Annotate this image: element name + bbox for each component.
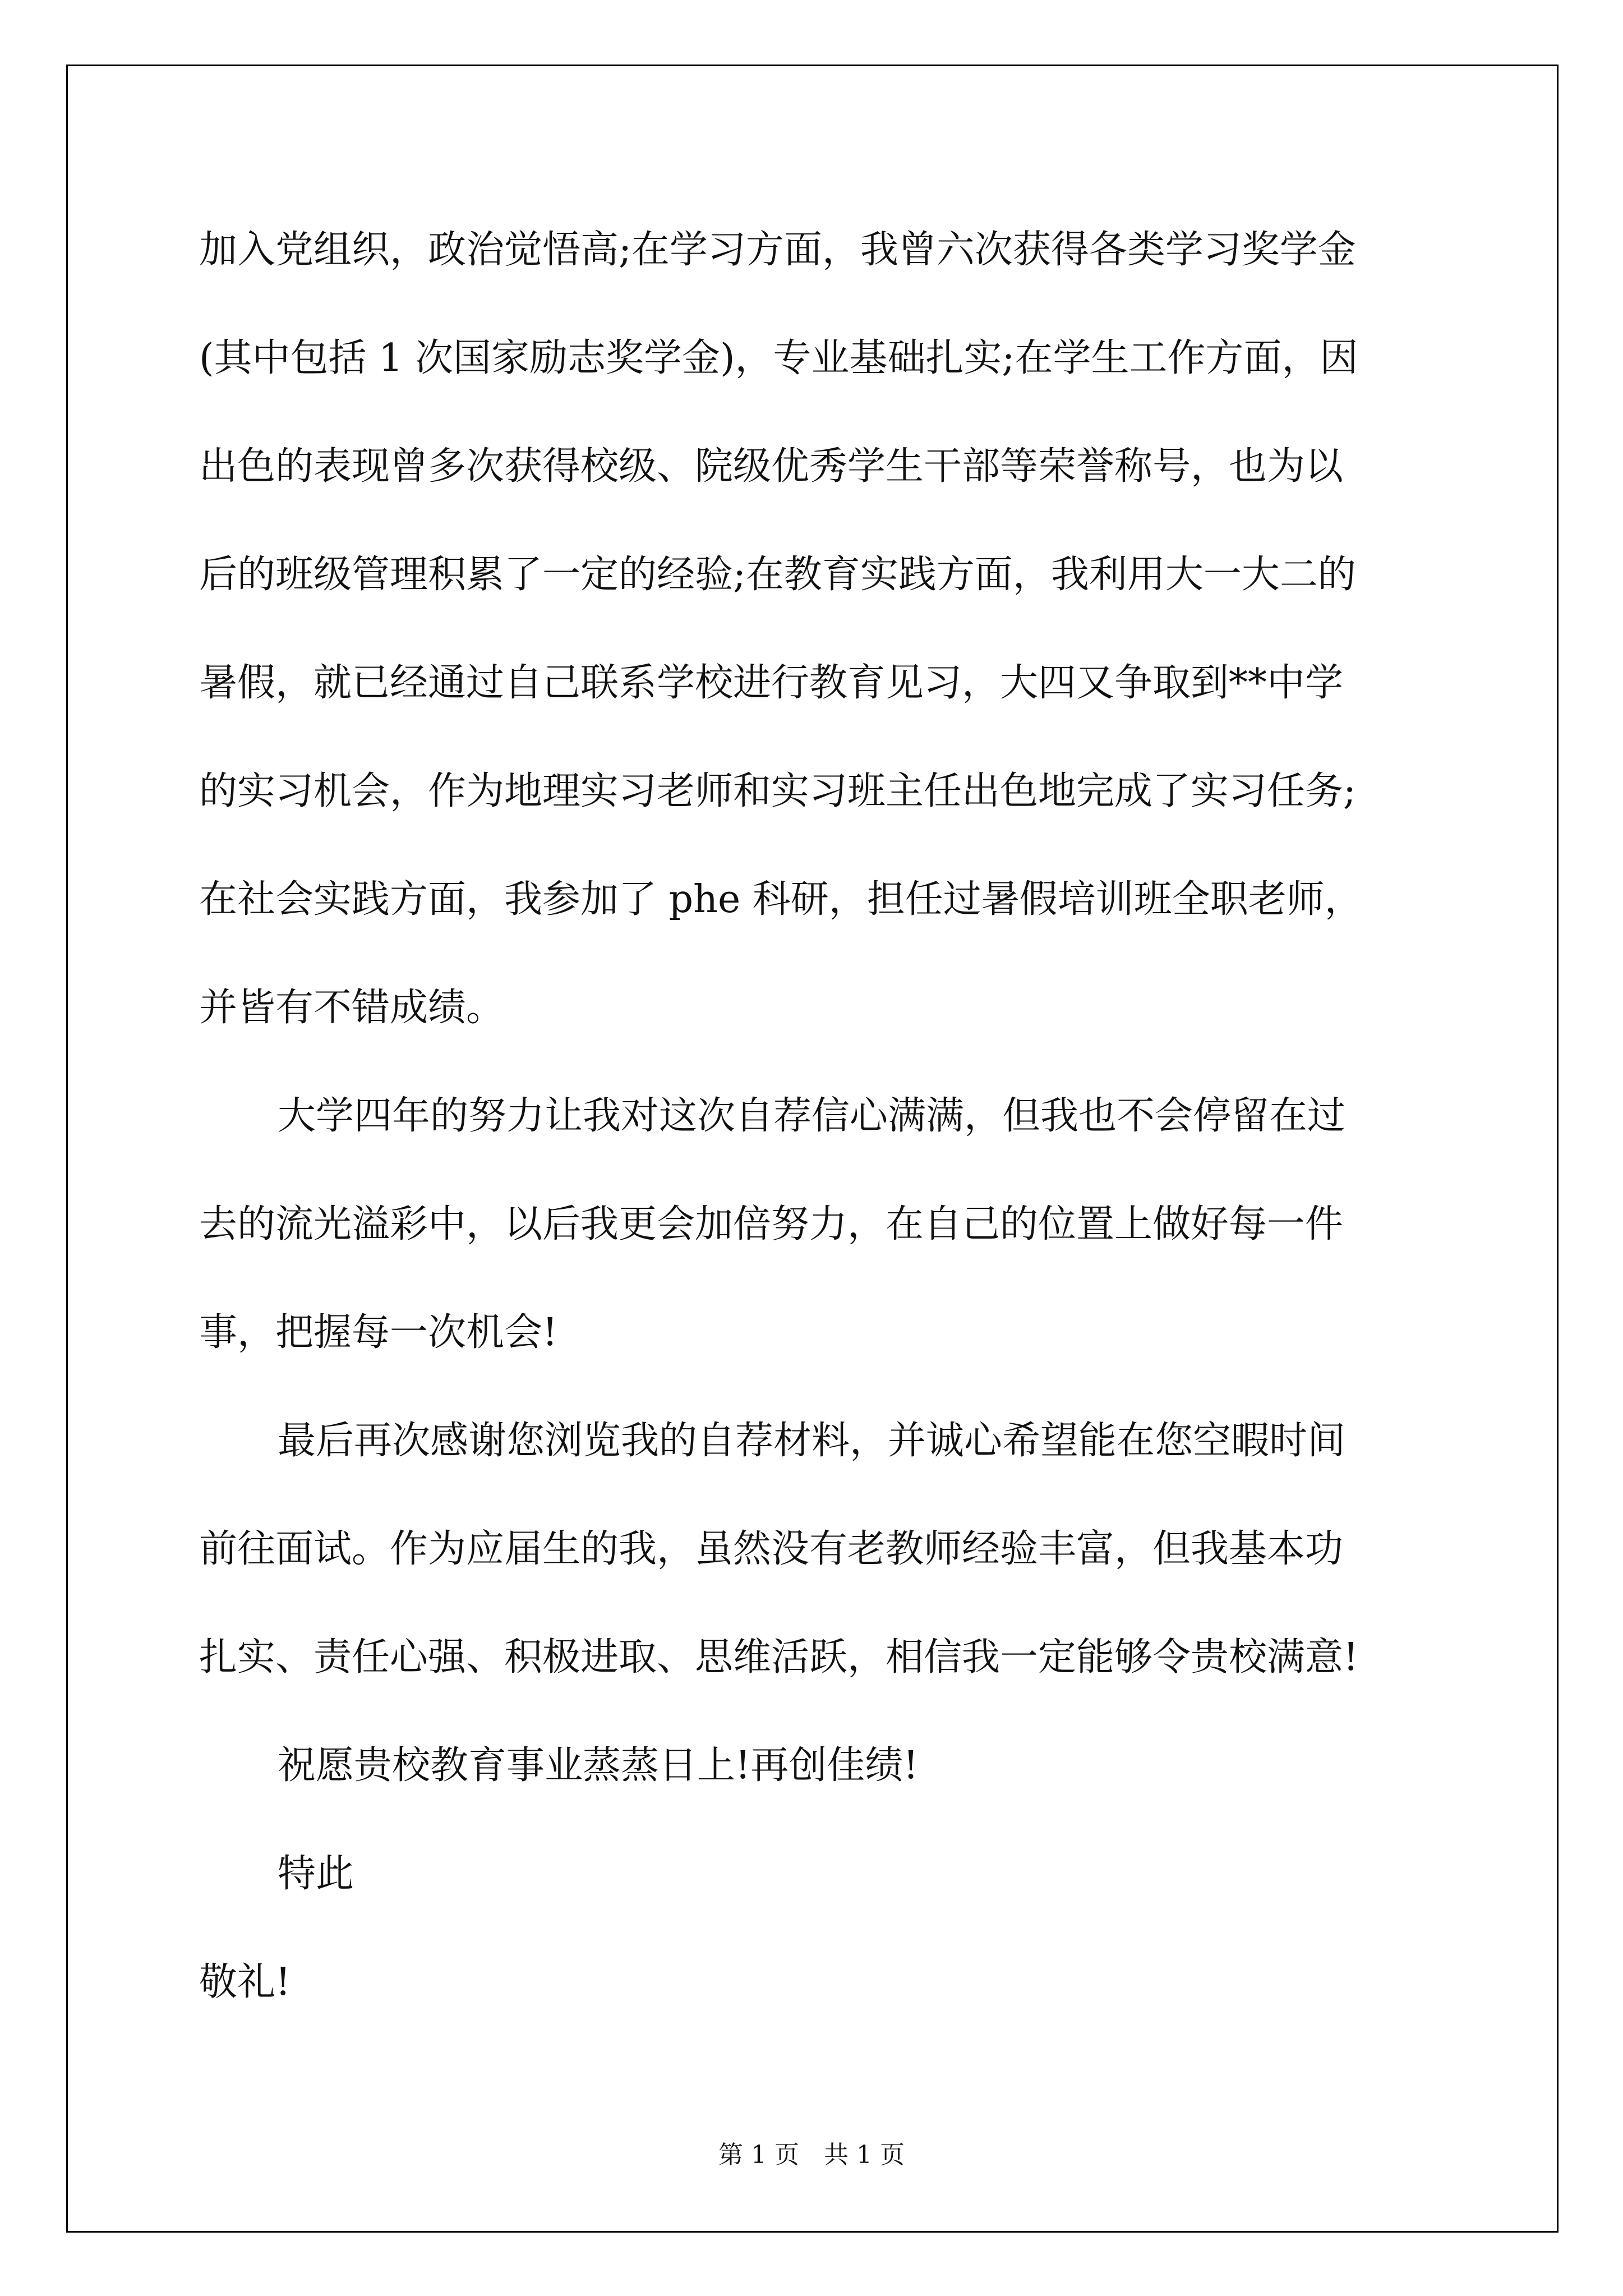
- text-line-11: 事，把握每一次机会!: [199, 1310, 558, 1355]
- page-border: [66, 65, 1559, 2233]
- page-footer: 第 1 页 共 1 页: [718, 2141, 905, 2169]
- text-line-8: 并皆有不错成绩。: [199, 986, 505, 1030]
- text-line-17: 敬礼!: [199, 1960, 291, 2004]
- text-line-12: 最后再次感谢您浏览我的自荐材料，并诚心希望能在您空暇时间: [278, 1419, 1346, 1463]
- text-line-13: 前往面试。作为应届生的我，虽然没有老教师经验丰富，但我基本功: [199, 1527, 1344, 1571]
- text-line-2: (其中包括 1 次国家励志奖学金)，专业基础扎实;在学生工作方面，因: [199, 336, 1358, 380]
- text-line-7: 在社会实践方面，我参加了 phe 科研，担任过暑假培训班全职老师，: [199, 877, 1363, 922]
- text-line-16: 特此: [278, 1852, 354, 1896]
- text-line-5: 暑假，就已经通过自己联系学校进行教育见习，大四又争取到**中学: [199, 661, 1344, 705]
- text-line-9: 大学四年的努力让我对这次自荐信心满满，但我也不会停留在过: [278, 1094, 1346, 1138]
- text-line-10: 去的流光溢彩中，以后我更会加倍努力，在自己的位置上做好每一件: [199, 1202, 1344, 1246]
- text-line-3: 出色的表现曾多次获得校级、院级优秀学生干部等荣誉称号，也为以: [199, 444, 1344, 489]
- text-line-15: 祝愿贵校教育事业蒸蒸日上!再创佳绩!: [278, 1743, 919, 1788]
- text-line-1: 加入党组织，政治觉悟高;在学习方面，我曾六次获得各类学习奖学金: [199, 228, 1356, 272]
- text-line-4: 后的班级管理积累了一定的经验;在教育实践方面，我利用大一大二的: [199, 553, 1356, 597]
- text-line-6: 的实习机会，作为地理实习老师和实习班主任出色地完成了实习任务;: [199, 769, 1356, 813]
- text-line-14: 扎实、责任心强、积极进取、思维活跃，相信我一定能够令贵校满意!: [199, 1635, 1359, 1680]
